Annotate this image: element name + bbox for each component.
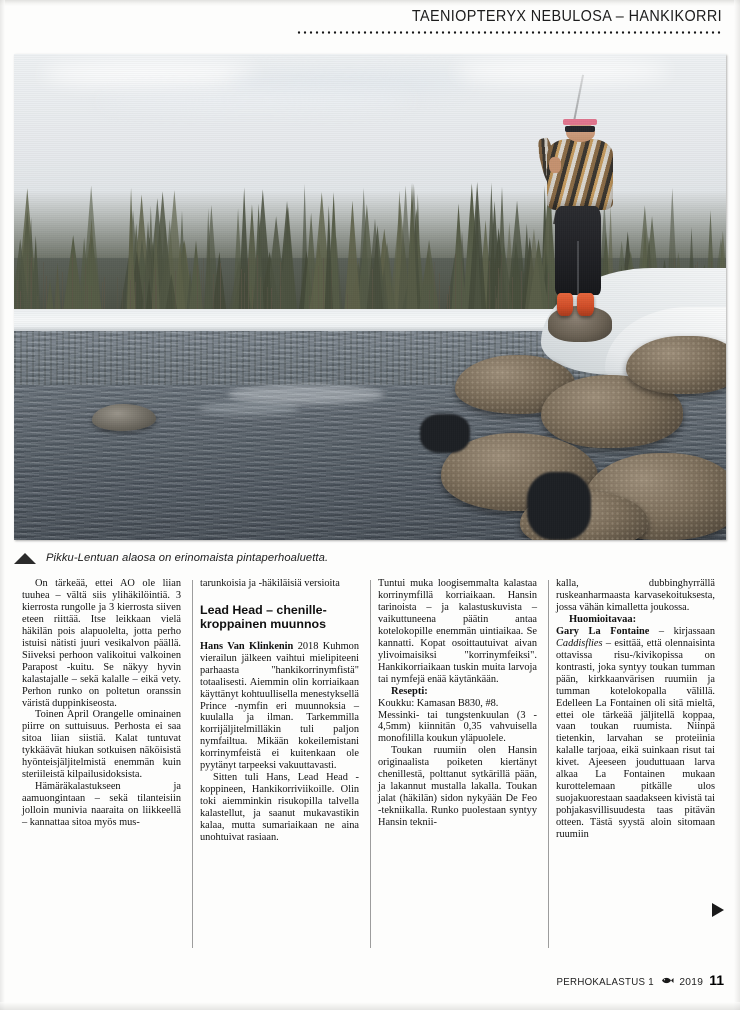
photo-water-channel	[420, 414, 470, 453]
angler-jacket	[547, 139, 614, 210]
scan-edge-top	[0, 0, 740, 6]
running-head	[295, 8, 722, 38]
running-head-dotted-rule	[295, 31, 722, 34]
footer-year: 2019	[679, 977, 704, 988]
recipe-heading: Resepti:	[391, 685, 428, 697]
article-body	[14, 578, 726, 950]
fish-logo-icon	[661, 976, 674, 985]
photo-water-channel	[527, 472, 591, 540]
text-column-2	[192, 578, 370, 950]
paragraph: Sitten tuli Hans, Lead Head -koppineen, Hankikorriviikoille. Olin toki aiemminkin risukopilla talvella kalastellut, ja saanut mukavastikin kalaa, mutta sumariaikaan ne aina unohtuivat rasiaan.	[200, 772, 359, 844]
paragraph: Toukan ruumiin olen Hansin originaalista poiketen kiertänyt chenillestä, polttanut sytkärillä pään, ja lakannut mustalla lakalla. Toukan jalat (häkilän) sidon nykyään De Feo -tekniikalla. Runko puolestaan syntyy Hansin teknii-	[378, 745, 537, 829]
text-column-1	[14, 578, 192, 950]
angler-boot-left	[557, 293, 573, 316]
paragraph: Tuntui muka loogisemmalta kalastaa korrinymfillä korriaikaan. Hansin tarinoista – ja kalastuskuvista – vaikuttuneena päätin antaa kotelokopille enemmän uintiaikaa. Se kannatti. Kopat osoittautuivat aivan ylivoimaisiksi "korrinymfeiksi". Hankikorriaikaan tuskin muita larvoja tai nymfejä enää käytänkään.	[378, 578, 537, 685]
recipe-line: Messinki- tai tungstenkuulan (3 - 4,5mm) kiinnitän 0,35 vahvuisella monofililla koukun yläpuolele.	[378, 709, 537, 745]
paragraph-continuation: tarunkoisia ja -häkiläisiä versioita	[200, 578, 340, 589]
article-photo	[14, 54, 726, 540]
paragraph-text: 2018 Kuhmon vierailun jälkeen vaihtui mielipiteeni parhaasta "hankikorrinymfistä" totaalisesti. Aiemmin olin korriaikaan käyttänyt kohtuullisella menestyksellä Prince -nymfin eri muunnoksia – kuulalla ja ilman. Tarkemmilla korrijäljitelmilläkin tuli paljon nymfailtua. Mikään kokeilemistani korrinymfeistä ei kuitenkaan ole pyytänyt tarpeeksi vakuuttavasti.	[200, 640, 359, 772]
paragraph: Toinen April Orangelle ominainen piirre on suttuisuus. Perhosta ei saa sitoa liian siistiä. Kalat tuntuvat tykkäävät hiukan sotkuisen näköisistä hyönteisjäljitelmistä enemmän kuin steriileistä kilpailusidoksista.	[22, 709, 181, 781]
paragraph-text: – esittää, että olennaisinta ottavissa risu-/kivikopissa on kontrasti, joka syntyy toukan tumman pään, kirkkaanvärisen ruumiin ja tumman kotelokopalla välillä. Edelleen La Fontainen oli sitä mieltä, ettei ole tärkeää jäljitellä koppaa, vaan toukan ruumista. Niinpä tietenkin, larvahan se proteiinia kalalle tarjoaa, eikä suinkaan risut tai kivet. Ajeeseen jouduttuaan larva alkaa La Fontainen mukaan kurottelemaan pitkälle ulos suojakuorestaan saadakseen kivistä tai pohjakasvillisuudesta taas pitävän otteen. Tästä syystä aloin sitomaan ruumiin	[556, 637, 715, 841]
photo-scene	[14, 54, 726, 540]
text-column-3	[370, 578, 548, 950]
photo-caption-text: Pikku-Lentuan alaosa on erinomaista pintaperhoaluetta.	[46, 552, 329, 564]
page-footer	[554, 972, 724, 988]
book-title: Caddisflies	[556, 637, 603, 649]
section-subhead: Lead Head – chenille-kroppainen muunnos	[200, 602, 327, 632]
paragraph-continuation: kalla, dubbinghyrrällä ruskeanharmaasta karvasekoituksesta, jossa vähän kimalletta joukossa.	[556, 578, 715, 613]
paragraph: Hämäräkalastukseen ja aamuongintaan – sekä tilanteisiin jolloin munivia naaraita on liikkeellä – kannattaa sitoa myös mus-	[22, 781, 181, 829]
recipe-line: Koukku: Kamasan B830, #8.	[378, 697, 499, 709]
photo-foreground-rock	[92, 404, 156, 431]
notes-heading: Huomioitavaa:	[569, 613, 637, 625]
photo-angler	[537, 83, 622, 355]
angler-beanie-band	[563, 119, 597, 125]
angler-hands	[549, 157, 561, 173]
angler-boot-right	[577, 293, 593, 316]
triangle-right-icon	[712, 903, 724, 917]
paragraph: On tärkeää, ettei AO ole liian tuuhea – vältä siis ylihäkilöintiä. 3 kierrosta rungolle ja 3 kierrosta siiven eteen riittää. Itse leikkaan vielä häkilän pois alapuolelta, jotta perho istuisi nätisti juuri vesikalvon päällä. Siiveksi perhoon valikoitui valkoinen Parapost -kuitu. Se näkyy hyvin kalastajalle – sekä kalalle – eikä vety. Perhon runko on poltetun oranssin väristä duppinkiseosta.	[22, 578, 181, 709]
photo-caption	[14, 548, 328, 568]
footer-magazine-name: PERHOKALASTUS 1	[556, 977, 654, 988]
scan-edge-right	[734, 0, 740, 1010]
lead-in-bold: Gary La Fontaine	[556, 625, 650, 637]
paragraph	[200, 641, 359, 772]
scan-edge-bottom	[0, 1002, 740, 1010]
paragraph	[556, 626, 715, 841]
scan-edge-left	[0, 0, 5, 1010]
running-head-title: TAENIOPTERYX NEBULOSA – HANKIKORRI	[411, 8, 722, 25]
lead-in-bold: Hans Van Klinkenin	[200, 640, 294, 652]
paragraph-text: – kirjassaan	[649, 625, 715, 637]
triangle-up-icon	[14, 553, 36, 564]
text-column-4	[548, 578, 726, 950]
footer-page-number: 11	[709, 972, 724, 988]
